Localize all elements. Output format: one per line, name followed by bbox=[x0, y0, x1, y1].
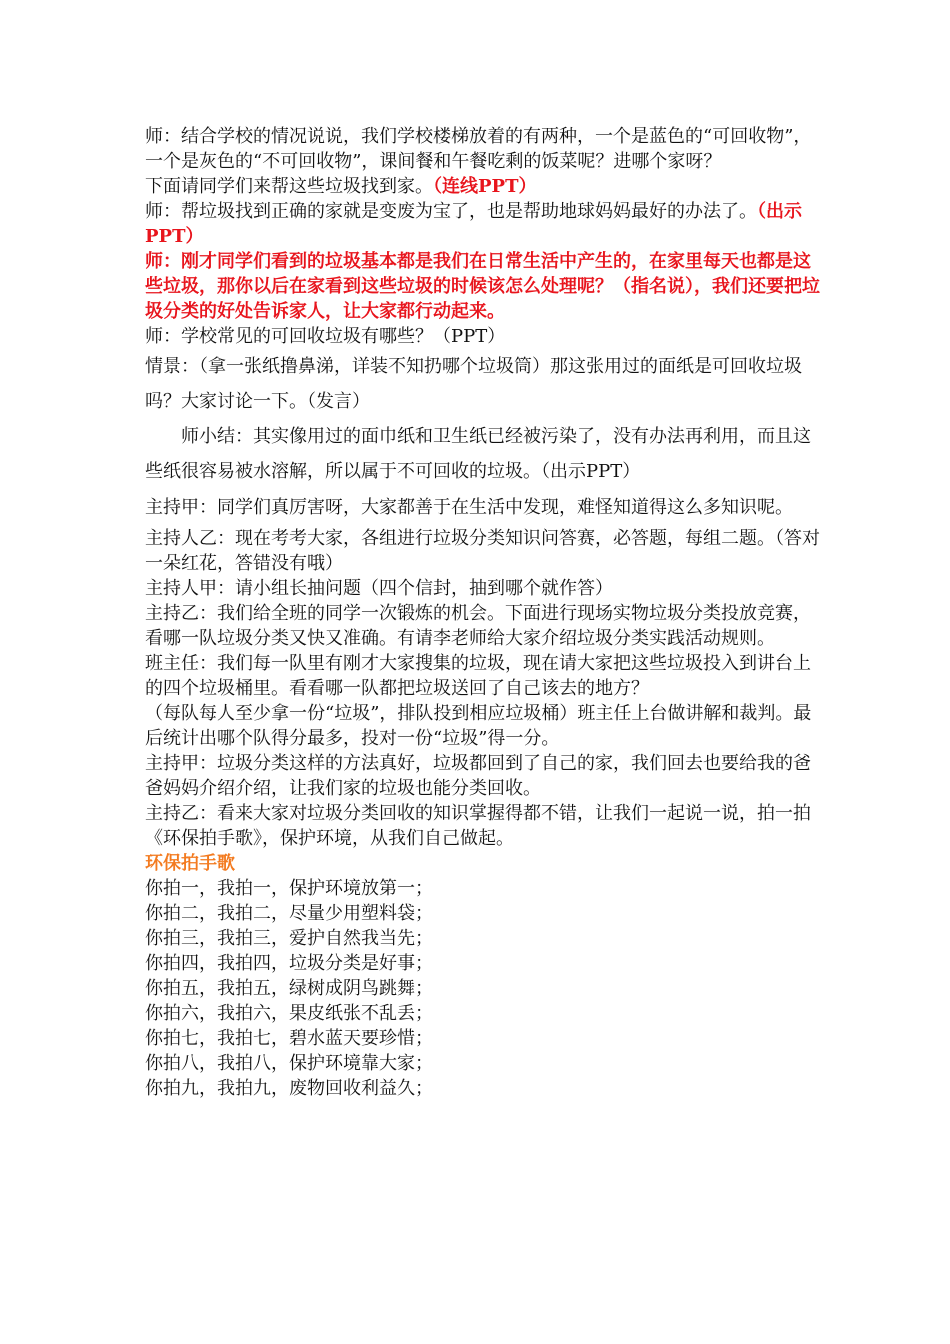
paragraph-host-a-praise: 主持甲：同学们真厉害呀，大家都善于在生活中发现，难怪知道得这么多知识呢。 bbox=[145, 497, 793, 518]
poem-line: 你拍四，我拍四，垃圾分类是好事； bbox=[145, 953, 433, 974]
paragraph-text: 师：帮垃圾找到正确的家就是变废为宝了，也是帮助地球妈妈最好的办法了。 bbox=[145, 201, 757, 222]
paragraph-host-b-quiz: 主持人乙：现在考考大家，各组进行垃圾分类知识问答赛，必答题，每组二题。（答对一朵红花，答错没有哦） bbox=[145, 528, 820, 574]
paragraph-teacher-bins: 师：结合学校的情况说说，我们学校楼梯放着的有两种，一个是蓝色的“可回收物”，一个是灰色的“不可回收物”，课间餐和午餐吃剩的饭菜呢？进哪个家呀？ bbox=[145, 126, 812, 172]
paragraph-scenario: 情景：（拿一张纸撸鼻涕，详装不知扔哪个垃圾筒）那这张用过的面纸是可回收垃圾吗？大家讨论一下。（发言） bbox=[145, 356, 802, 412]
ppt-note: （出示PPT） bbox=[145, 201, 802, 247]
poem-lines bbox=[145, 876, 827, 1101]
paragraph-teacher-treasure bbox=[145, 199, 827, 249]
paragraph-text: 下面请同学们来帮这些垃圾找到家。 bbox=[145, 176, 433, 197]
paragraph-rules: （每队每人至少拿一份“垃圾”，排队投到相应垃圾桶）班主任上台做讲解和裁判。最后统计出哪个队得分最多，投对一份“垃圾”得一分。 bbox=[145, 703, 812, 749]
ppt-note: （连线PPT） bbox=[433, 176, 537, 197]
paragraph-host-a-family: 主持甲：垃圾分类这样的方法真好，垃圾都回到了自己的家，我们回去也要给我的爸爸妈妈介绍介绍，让我们家的垃圾也能分类回收。 bbox=[145, 753, 811, 799]
paragraph-teacher-summary: 师小结：其实像用过的面巾纸和卫生纸已经被污染了，没有办法再利用，而且这些纸很容易被水溶解，所以属于不可回收的垃圾。（出示PPT） bbox=[145, 426, 811, 482]
paragraph-teacher-home-question: 师：刚才同学们看到的垃圾基本都是我们在日常生活中产生的，在家里每天也都是这些垃圾，那你以后在家看到这些垃圾的时候该怎么处理呢？（指名说），我们还要把垃圾分类的好处告诉家人，让大家都行动起来。 bbox=[145, 251, 820, 322]
paragraph-host-a-envelopes: 主持人甲：请小组长抽问题（四个信封，抽到哪个就作答） bbox=[145, 578, 613, 599]
poem-line: 你拍二，我拍二，尽量少用塑料袋； bbox=[145, 903, 433, 924]
poem-title: 环保拍手歌 bbox=[145, 853, 235, 874]
poem-line: 你拍一，我拍一，保护环境放第一； bbox=[145, 878, 433, 899]
document-body bbox=[145, 124, 827, 1101]
paragraph-match-task bbox=[145, 174, 827, 199]
poem-line: 你拍三，我拍三，爱护自然我当先； bbox=[145, 928, 433, 949]
poem-line: 你拍五，我拍五，绿树成阴鸟跳舞； bbox=[145, 978, 433, 999]
paragraph-host-b-contest: 主持乙：我们给全班的同学一次锻炼的机会。下面进行现场实物垃圾分类投放竞赛，看哪一队垃圾分类又快又准确。有请李老师给大家介绍垃圾分类实践活动规则。 bbox=[145, 603, 811, 649]
paragraph-class-teacher: 班主任：我们每一队里有刚才大家搜集的垃圾，现在请大家把这些垃圾投入到讲台上的四个垃圾桶里。看看哪一队都把垃圾送回了自己该去的地方？ bbox=[145, 653, 811, 699]
poem-line: 你拍六，我拍六，果皮纸张不乱丢； bbox=[145, 1003, 433, 1024]
poem-line: 你拍七，我拍七，碧水蓝天要珍惜； bbox=[145, 1028, 433, 1049]
poem-line: 你拍九，我拍九，废物回收利益久； bbox=[145, 1078, 433, 1099]
poem-line: 你拍八，我拍八，保护环境靠大家； bbox=[145, 1053, 433, 1074]
paragraph-teacher-recyclables: 师：学校常见的可回收垃圾有哪些？（PPT） bbox=[145, 326, 506, 347]
paragraph-host-b-song: 主持乙：看来大家对垃圾分类回收的知识掌握得都不错，让我们一起说一说，拍一拍《环保拍手歌》，保护环境，从我们自己做起。 bbox=[145, 803, 811, 849]
